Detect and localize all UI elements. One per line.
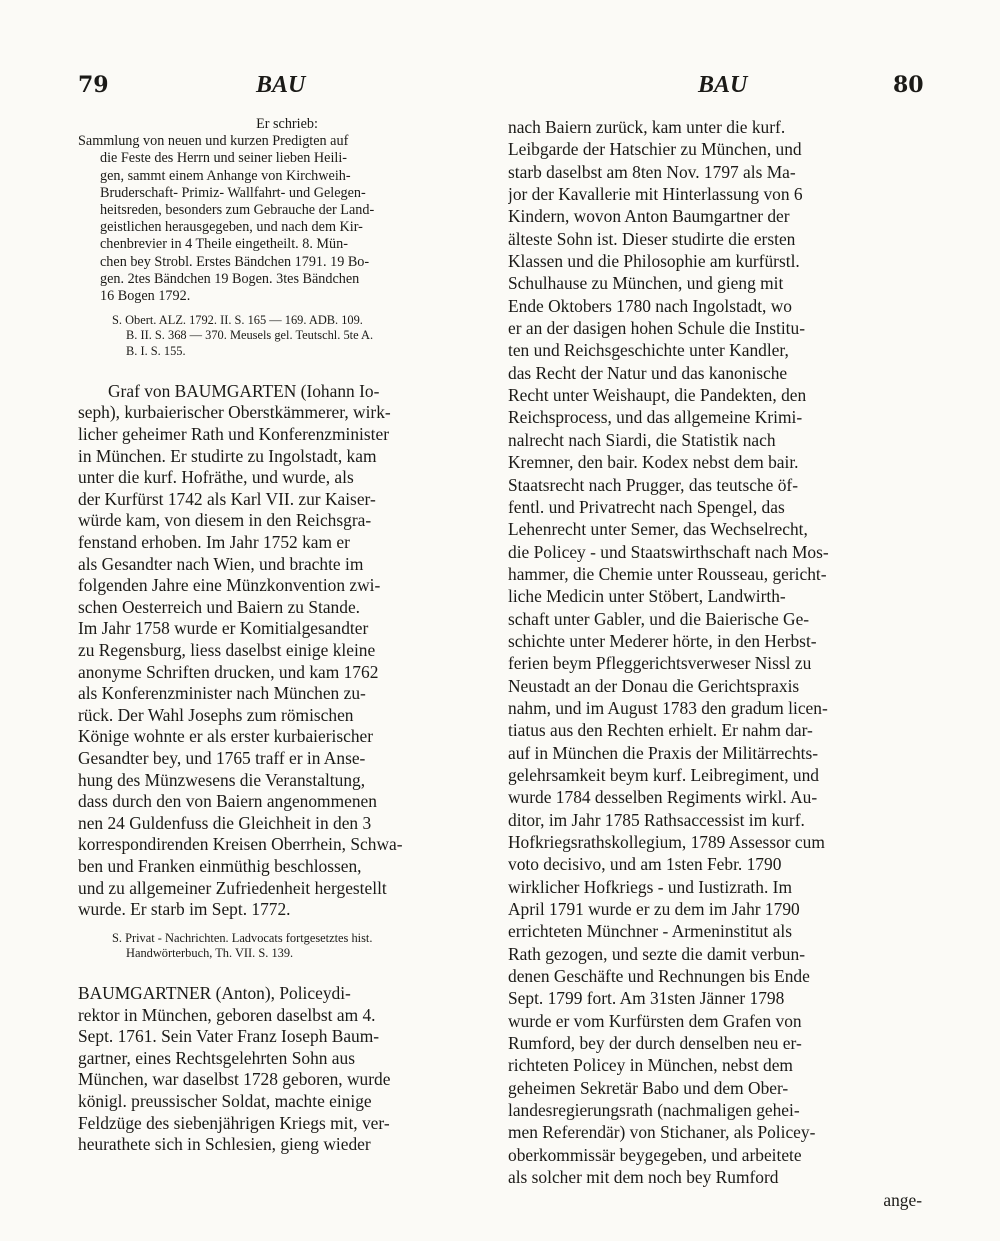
entry-line: nen 24 Guldenfuss die Gleichheit in den 3 [78, 812, 372, 833]
work-line: chen bey Strobl. Erstes Bändchen 1791. 19 Bo- [100, 253, 370, 270]
entry-line: in München. Er studirte zu Ingolstadt, kam [78, 445, 377, 466]
entry-line: München, war daselbst 1728 geboren, wurde [78, 1069, 391, 1090]
entry-line: Ende Oktobers 1780 nach Ingolstadt, wo [508, 295, 792, 316]
work-line: die Feste des Herrn und seiner lieben Heili- [100, 150, 348, 167]
entry-line: wurde. Er starb im Sept. 1772. [78, 899, 291, 920]
entry-line: korrespondirenden Kreisen Oberrhein, Schwa- [78, 834, 403, 855]
entry-line: errichteten Münchner - Armeninstitut als [508, 921, 792, 942]
work-title-block [78, 133, 496, 305]
entry-line: würde kam, von diesem in den Reichsgra- [78, 510, 372, 531]
entry-line: BAUMGARTNER (Anton), Policeydi- [78, 983, 351, 1004]
entry-line: schichte unter Mederer hörte, in den Herbst- [508, 630, 817, 651]
entry-line: Leibgarde der Hatschier zu München, und [508, 139, 802, 160]
entry-line: geheimen Sekretär Babo und dem Ober- [508, 1077, 789, 1098]
entry-line: ben und Franken einmüthig beschlossen, [78, 855, 362, 876]
entry-line: der Kurfürst 1742 als Karl VII. zur Kaiser- [78, 488, 376, 509]
entry-line: nalrecht nach Siardi, die Statistik nach [508, 429, 776, 450]
entry-line: richteten Policey in München, nebst dem [508, 1055, 793, 1076]
entry-line: jor der Kavallerie mit Hinterlassung von 6 [508, 184, 803, 205]
entry-line: landesregierungsrath (nachmaligen gehei- [508, 1100, 800, 1121]
work-line: geistlichen herausgegeben, und nach dem Kir- [100, 219, 363, 236]
reference-line: S. Obert. ALZ. 1792. II. S. 165 — 169. ADB. 109. [112, 313, 363, 328]
reference-line: Handwörterbuch, Th. VII. S. 139. [126, 945, 294, 960]
entry-line: seph), kurbaierischer Oberstkämmerer, wirk- [78, 402, 391, 423]
entry-line: Rumford, bey der durch denselben neu er- [508, 1033, 802, 1054]
entry-line: wurde er vom Kurfürsten dem Grafen von [508, 1010, 802, 1031]
entry-line: auf in München die Praxis der Militärrechts- [508, 742, 819, 763]
reference-line: B. II. S. 368 — 370. Meusels gel. Teutschl. 5te A. [126, 328, 374, 343]
entry-line: rektor in München, geboren daselbst am 4. [78, 1004, 376, 1025]
catchword: ange- [883, 1189, 922, 1210]
entry-line: wirklicher Hofkriegs - und Iustizrath. Im [508, 876, 792, 897]
entry-line: als solcher mit dem noch bey Rumford [508, 1167, 779, 1188]
entry-line: liche Medicin unter Stöbert, Landwirth- [508, 586, 786, 607]
entry-line: denen Geschäfte und Rechnungen bis Ende [508, 966, 810, 987]
work-line: 16 Bogen 1792. [100, 288, 191, 305]
entry-line: April 1791 wurde er zu dem im Jahr 1790 [508, 899, 800, 920]
work-line: Bruderschaft- Primiz- Wallfahrt- und Gelegen- [100, 184, 366, 201]
entry-baumgarten [78, 381, 496, 921]
entry-line: fenstand erhoben. Im Jahr 1752 kam er [78, 532, 350, 552]
entry-line: anonyme Schriften drucken, und kam 1762 [78, 661, 379, 682]
entry-line: Graf von BAUMGARTEN (Iohann Io- [108, 380, 380, 401]
entry-line: das Recht der Natur und das kanonische [508, 362, 788, 383]
entry-line: und zu allgemeiner Zufriedenheit hergestellt [78, 877, 387, 898]
entry-line: Schulhause zu München, und gieng mit [508, 273, 784, 294]
entry-line: starb daselbst am 8ten Nov. 1797 als Ma- [508, 161, 796, 182]
entry-line: schaft unter Gabler, und die Baierische Ge- [508, 608, 810, 629]
left-column [78, 116, 496, 1156]
work-line: chenbrevier in 4 Theile eingetheilt. 8. Mün- [100, 236, 348, 253]
entry-line: Gesandter bey, und 1765 traff er in Anse- [78, 747, 366, 768]
work-line: gen, sammt einem Anhange von Kirchweih- [100, 167, 351, 184]
work-line: Sammlung von neuen und kurzen Predigten auf [78, 133, 349, 150]
entry-line: ten und Reichsgeschichte unter Kandler, [508, 340, 789, 361]
entry-line: unter die kurf. Hofräthe, und wurde, als [78, 467, 354, 488]
entry-line: nach Baiern zurück, kam unter die kurf. [508, 117, 786, 137]
entry-line: folgenden Jahre eine Münzkonvention zwi- [78, 575, 381, 596]
entry-line: rück. Der Wahl Josephs zum römischen [78, 704, 354, 725]
entry-line: königl. preussischer Soldat, machte einige [78, 1091, 372, 1112]
entry-line: älteste Sohn ist. Dieser studirte die ersten [508, 228, 796, 249]
left-page-number: 79 [78, 72, 109, 98]
reference-line: S. Privat - Nachrichten. Ladvocats fortgesetztes hist. [112, 930, 373, 945]
entry-line: fentl. und Privatrecht nach Spengel, das [508, 496, 785, 517]
reference-block-2 [78, 931, 496, 961]
entry-line: zu Regensburg, liess daselbst einige kleine [78, 639, 376, 660]
er-schrieb-label: Er schrieb: [256, 116, 318, 132]
right-page-number: 80 [893, 72, 924, 98]
entry-line: oberkommissär beygegeben, und arbeitete [508, 1144, 802, 1165]
entry-line: Reichsprocess, und das allgemeine Krimi- [508, 407, 803, 428]
entry-line: Recht unter Weishaupt, die Pandekten, den [508, 385, 807, 406]
entry-line: tiatus aus den Rechten erhielt. Er nahm dar- [508, 720, 813, 741]
entry-line: Im Jahr 1758 wurde er Komitialgesandter [78, 618, 369, 639]
entry-line: Feldzüge des siebenjährigen Kriegs mit, ver- [78, 1112, 390, 1133]
entry-line: Könige wohnte er als erster kurbaierischer [78, 726, 374, 747]
entry-line: Sept. 1799 fort. Am 31sten Jänner 1798 [508, 988, 785, 1009]
entry-line: hung des Münzwesens die Veranstaltung, [78, 769, 366, 790]
entry-line: licher geheimer Rath und Konferenzminister [78, 424, 389, 445]
entry-line: voto decisivo, und am 1sten Febr. 1790 [508, 854, 782, 875]
reference-line: B. I. S. 155. [126, 343, 186, 358]
entry-line: als Konferenzminister nach München zu- [78, 683, 366, 704]
right-column [508, 116, 922, 1211]
entry-line: Kremner, den bair. Kodex nebst dem bair. [508, 452, 799, 473]
entry-line: hammer, die Chemie unter Rousseau, gericht- [508, 563, 827, 584]
entry-line: als Gesandter nach Wien, und brachte im [78, 553, 364, 574]
entry-line: schen Oesterreich und Baiern zu Stande. [78, 596, 361, 617]
entry-line: Staatsrecht nach Prugger, das teutsche öf- [508, 474, 799, 495]
work-line: heitsreden, besonders zum Gebrauche der Land- [100, 202, 375, 219]
entry-line: wurde 1784 desselben Regiments wirkl. Au- [508, 787, 818, 808]
work-line: gen. 2tes Bändchen 19 Bogen. 3tes Bändchen [100, 270, 360, 287]
entry-line: Kindern, wovon Anton Baumgartner der [508, 206, 790, 227]
entry-line: ditor, im Jahr 1785 Rathsaccessist im kurf. [508, 809, 805, 830]
entry-line: Hofkriegsrathskollegium, 1789 Assessor cum [508, 832, 825, 852]
entry-line: Neustadt an der Donau die Gerichtspraxis [508, 675, 800, 696]
entry-line: Rath gezogen, und sezte die damit verbun- [508, 943, 805, 964]
entry-line: ferien beym Pfleggerichtsverweser Nissl zu [508, 653, 812, 674]
reference-block-1 [78, 313, 496, 359]
entry-line: heurathete sich in Schlesien, gieng wieder [78, 1134, 371, 1155]
entry-line: Klassen und die Philosophie am kurfürstl. [508, 251, 800, 272]
right-running-head: BAU [698, 72, 748, 98]
entry-baumgartner [78, 983, 496, 1156]
entry-line: Sept. 1761. Sein Vater Franz Ioseph Baum- [78, 1026, 380, 1047]
entry-line: nahm, und im August 1783 den gradum licen- [508, 697, 828, 718]
entry-line: Lehenrecht unter Semer, das Wechselrecht, [508, 519, 808, 540]
left-running-head: BAU [256, 72, 306, 98]
entry-line: men Referendär) von Stichaner, als Policey- [508, 1122, 816, 1143]
entry-line: dass durch den von Baiern angenommenen [78, 791, 377, 812]
entry-line: gartner, eines Rechtsgelehrten Sohn aus [78, 1047, 355, 1068]
entry-line: er an der dasigen hohen Schule die Institu- [508, 318, 805, 339]
entry-line: gelehrsamkeit beym kurf. Leibregiment, und [508, 764, 820, 785]
entry-line: die Policey - und Staatswirthschaft nach Mos- [508, 541, 829, 562]
